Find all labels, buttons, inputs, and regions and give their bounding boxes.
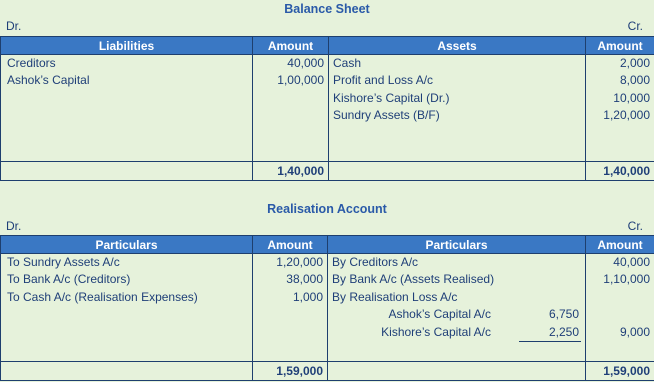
table-row [1,254,654,272]
asset-label: Sundry Assets (B/F) [329,107,586,125]
liability-label: Ashok’s Capital [1,72,253,90]
asset-label: Cash [329,55,586,73]
header-liabilities: Liabilities [1,37,253,55]
loss-total: 9,000 [586,324,654,342]
header-amount: Amount [253,236,328,254]
credit-amount [586,289,654,307]
loss-split-value: 2,250 [519,324,581,342]
realisation-title: Realisation Account [267,202,387,216]
total-liabilities: 1,40,000 [253,162,329,181]
header-particulars: Particulars [328,236,586,254]
table-row [1,90,654,108]
table-row [1,271,654,289]
asset-label: Kishore’s Capital (Dr.) [329,90,586,108]
balance-sheet-title: Balance Sheet [284,2,370,16]
total-row [1,362,654,381]
header-amount: Amount [253,37,329,55]
asset-amount: 2,000 [586,55,654,73]
table-row [1,55,654,73]
table-row [1,306,654,324]
credit-amount: 40,000 [586,254,654,272]
asset-amount: 1,20,000 [586,107,654,125]
debit-amount: 1,20,000 [253,254,328,272]
debit-amount: 1,000 [253,289,328,307]
credit-label: By Bank A/c (Assets Realised) [328,271,586,289]
loss-split-value: 6,750 [548,307,579,322]
asset-amount: 8,000 [586,72,654,90]
header-particulars: Particulars [1,236,253,254]
total-row [1,162,654,181]
balance-sheet-cr: Cr. [627,19,643,33]
header-assets: Assets [329,37,586,55]
credit-label: By Creditors A/c [328,254,586,272]
liability-label: Creditors [1,55,253,73]
balance-sheet-dr: Dr. [6,19,22,33]
loss-split-label: Kishore’s Capital A/c [381,324,491,339]
realisation-cr: Cr. [627,219,643,233]
table-row [1,324,654,342]
balance-sheet-table [0,36,654,181]
realisation-table [0,235,654,381]
debit-amount: 38,000 [253,271,328,289]
table-row [1,107,654,125]
total-assets: 1,40,000 [586,162,654,181]
debit-label: To Sundry Assets A/c [1,254,253,272]
table-row [1,72,654,90]
total-debit: 1,59,000 [253,362,328,381]
asset-amount: 10,000 [586,90,654,108]
asset-label: Profit and Loss A/c [329,72,586,90]
header-amount: Amount [586,37,654,55]
credit-label: By Realisation Loss A/c [328,289,586,307]
liability-amount: 40,000 [253,55,329,73]
table-row [1,289,654,307]
header-amount: Amount [586,236,654,254]
credit-amount: 1,10,000 [586,271,654,289]
debit-label: To Cash A/c (Realisation Expenses) [1,289,253,307]
total-credit: 1,59,000 [586,362,654,381]
realisation-dr: Dr. [6,219,22,233]
loss-split-label: Ashok’s Capital A/c [388,307,491,322]
liability-amount: 1,00,000 [253,72,329,90]
debit-label: To Bank A/c (Creditors) [1,271,253,289]
